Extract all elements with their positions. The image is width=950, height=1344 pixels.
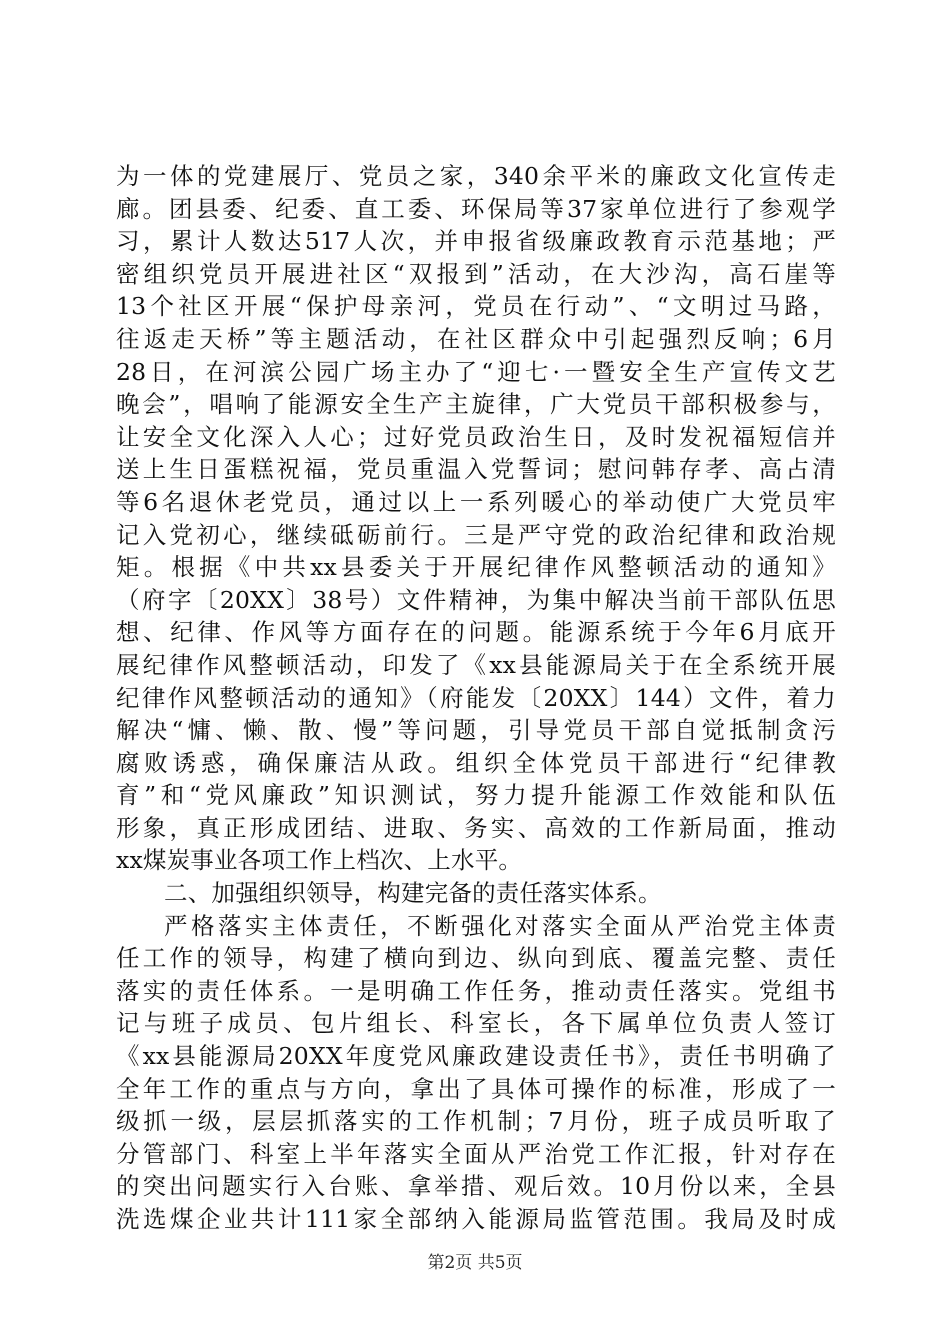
text-line: 解决“慵、懒、散、慢”等问题，引导党员干部自觉抵制贪污	[116, 716, 836, 745]
text-line: 想、纪律、作风等方面存在的问题。能源系统于今年6月底开	[116, 618, 836, 647]
text-line: 纪律作风整顿活动的通知》（府能发〔20XX〕144）文件，着力	[116, 683, 836, 712]
text-line: 习，累计人数达517人次，并申报省级廉政教育示范基地；严	[116, 227, 836, 256]
text-line: （府字〔20XX〕38号）文件精神，为集中解决当前干部队伍思	[116, 585, 836, 614]
text-line: 分管部门、科室上半年落实全面从严治党工作汇报，针对存在	[116, 1139, 836, 1168]
text-line: 任工作的领导，构建了横向到边、纵向到底、覆盖完整、责任	[116, 944, 836, 973]
text-line: 育”和“党风廉政”知识测试，努力提升能源工作效能和队伍	[116, 781, 836, 810]
text-line: 矩。根据《中共xx县委关于开展纪律作风整顿活动的通知》	[116, 553, 836, 582]
text-line: 记入党初心，继续砥砺前行。三是严守党的政治纪律和政治规	[116, 520, 836, 549]
text-line: 腐败诱惑，确保廉洁从政。组织全体党员干部进行“纪律教	[116, 748, 836, 777]
text-line: 送上生日蛋糕祝福，党员重温入党誓词；慰问韩存孝、高占清	[116, 455, 836, 484]
text-line: 《xx县能源局20XX年度党风廉政建设责任书》，责任书明确了	[116, 1042, 836, 1071]
text-line: 密组织党员开展进社区“双报到”活动，在大沙沟，高石崖等	[116, 259, 836, 288]
text-line: 廊。团县委、纪委、直工委、环保局等37家单位进行了参观学	[116, 194, 836, 223]
text-line: 落实的责任体系。一是明确工作任务，推动责任落实。党组书	[116, 976, 836, 1005]
text-line: xx煤炭事业各项工作上档次、上水平。	[116, 846, 523, 875]
text-line: 形象，真正形成团结、进取、务实、高效的工作新局面，推动	[116, 813, 836, 842]
text-line: 全年工作的重点与方向，拿出了具体可操作的标准，形成了一	[116, 1074, 836, 1103]
text-line: 28日，在河滨公园广场主办了“迎七·一暨安全生产宣传文艺	[116, 357, 836, 386]
text-line: 严格落实主体责任，不断强化对落实全面从严治党主体责	[164, 911, 836, 940]
text-line: 为一体的党建展厅、党员之家，340余平米的廉政文化宣传走	[116, 162, 836, 190]
text-line: 展纪律作风整顿活动，印发了《xx县能源局关于在全系统开展	[116, 650, 836, 679]
text-line: 13个社区开展“保护母亲河，党员在行动”、“文明过马路，	[116, 292, 836, 321]
text-line: 的突出问题实行入台账、拿举措、观后效。10月份以来，全县	[116, 1172, 836, 1201]
text-line: 让安全文化深入人心；过好党员政治生日，及时发祝福短信并	[116, 422, 836, 451]
body-text	[116, 160, 836, 1236]
text-line: 等6名退休老党员，通过以上一系列暖心的举动使广大党员牢	[116, 487, 836, 516]
text-line: 级抓一级，层层抓落实的工作机制；7月份，班子成员听取了	[116, 1107, 836, 1136]
page-number-footer: 第2页 共5页	[427, 1253, 523, 1273]
section-heading: 二、加强组织领导，构建完备的责任落实体系。	[164, 879, 662, 908]
text-line: 记与班子成员、包片组长、科室长，各下属单位负责人签订	[116, 1009, 836, 1038]
text-line: 晚会”，唱响了能源安全生产主旋律，广大党员干部积极参与，	[116, 390, 836, 419]
text-line: 往返走天桥”等主题活动，在社区群众中引起强烈反响；6月	[116, 324, 836, 353]
text-line: 洗选煤企业共计111家全部纳入能源局监管范围。我局及时成	[116, 1205, 836, 1233]
